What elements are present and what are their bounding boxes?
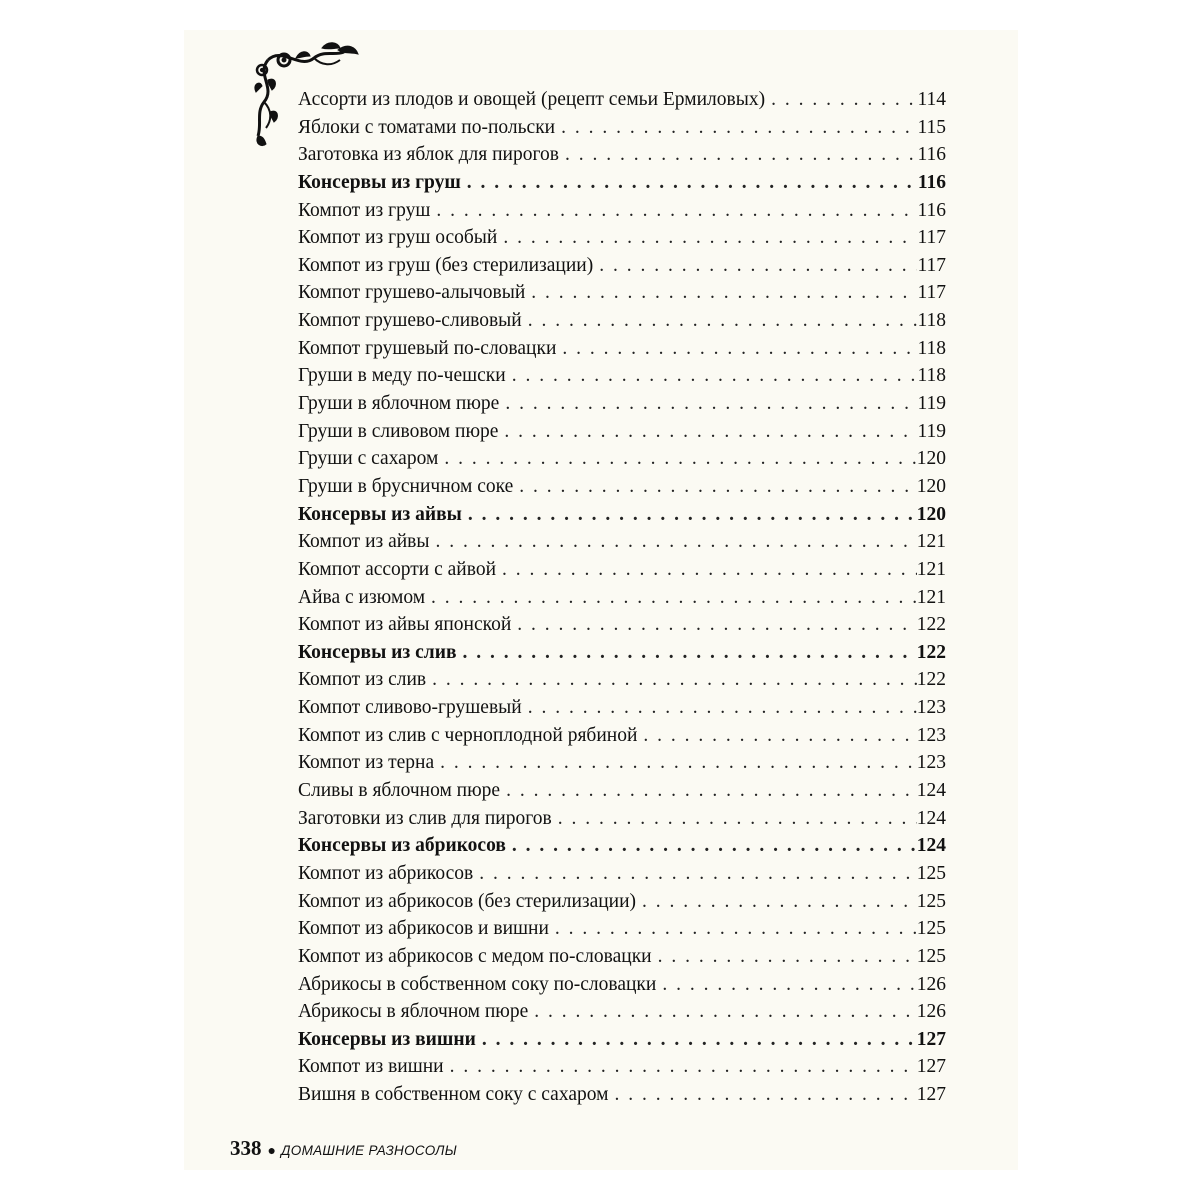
toc-entry-title: Компот из терна — [298, 752, 435, 774]
toc-entry-page: 117 — [917, 282, 946, 304]
toc-entry-title: Компот из абрикосов — [298, 862, 474, 884]
toc-entry — [298, 473, 946, 501]
dot-leader — [502, 556, 917, 584]
toc-entry-title: Заготовки из слив для пирогов — [298, 807, 552, 829]
table-of-contents — [298, 86, 946, 1109]
dot-leader — [561, 114, 917, 142]
toc-entry — [298, 1081, 946, 1109]
toc-entry-page: 124 — [916, 835, 946, 857]
toc-entry-title: Абрикосы в яблочном пюре — [298, 1001, 529, 1023]
toc-entry-title: Груши в меду по-чешски — [298, 365, 506, 387]
toc-entry — [298, 860, 946, 888]
dot-leader — [463, 639, 917, 667]
dot-leader — [517, 611, 916, 639]
toc-entry-page: 122 — [916, 641, 946, 663]
toc-entry-page: 118 — [917, 365, 946, 387]
toc-entry-title: Заготовка из яблок для пирогов — [298, 144, 559, 166]
running-title: ДОМАШНИЕ РАЗНОСОЛЫ — [280, 1143, 457, 1158]
dot-leader — [431, 584, 917, 612]
dot-leader — [565, 141, 918, 169]
toc-entry-title: Абрикосы в собственном соку по-словацки — [298, 973, 657, 995]
toc-entry — [298, 114, 946, 142]
toc-entry-title: Груши с сахаром — [298, 448, 439, 470]
toc-entry — [298, 888, 946, 916]
dot-leader — [771, 86, 917, 114]
dot-leader — [467, 169, 918, 197]
toc-entry-title: Айва с изюмом — [298, 586, 426, 608]
toc-entry — [298, 722, 946, 750]
dot-leader — [436, 197, 917, 225]
toc-entry-page: 121 — [916, 558, 946, 580]
toc-entry-title: Компот из слив с черноплодной рябиной — [298, 724, 638, 746]
dot-leader — [512, 362, 918, 390]
toc-section-heading — [298, 1026, 946, 1054]
dot-leader — [555, 915, 917, 943]
toc-entry-page: 115 — [917, 116, 946, 138]
dot-leader — [468, 501, 917, 529]
toc-entry — [298, 335, 946, 363]
toc-entry — [298, 611, 946, 639]
toc-entry-title: Консервы из вишни — [298, 1028, 476, 1050]
toc-entry — [298, 694, 946, 722]
toc-entry-title: Сливы в яблочном пюре — [298, 780, 501, 802]
dot-leader — [432, 666, 917, 694]
toc-entry-title: Компот из айвы — [298, 531, 430, 553]
toc-section-heading — [298, 832, 946, 860]
dot-leader — [504, 418, 917, 446]
toc-entry-title: Вишня в собственном соку с сахаром — [298, 1084, 609, 1106]
toc-entry-page: 127 — [916, 1056, 946, 1078]
toc-entry-title: Компот из груш (без стерилизации) — [298, 254, 594, 276]
toc-entry-title: Консервы из абрикосов — [298, 835, 506, 857]
toc-entry-page: 125 — [916, 945, 946, 967]
toc-entry — [298, 1053, 946, 1081]
toc-entry-page: 119 — [917, 420, 946, 442]
toc-entry-title: Ассорти из плодов и овощей (рецепт семьи Ермиловых) — [298, 89, 766, 110]
toc-entry-title: Компот из абрикосов и вишни — [298, 918, 549, 940]
toc-section-heading — [298, 639, 946, 667]
toc-entry-title: Компот из слив — [298, 669, 427, 691]
toc-entry-page: 126 — [916, 1001, 946, 1023]
dot-leader — [450, 1053, 917, 1081]
toc-entry — [298, 307, 946, 335]
toc-entry-page: 114 — [917, 89, 946, 110]
toc-entry-title: Компот из айвы японской — [298, 614, 512, 636]
toc-entry — [298, 224, 946, 252]
toc-entry-title: Груши в яблочном пюре — [298, 393, 500, 415]
toc-entry — [298, 998, 946, 1026]
toc-entry-page: 116 — [917, 171, 946, 193]
toc-entry-page: 123 — [916, 752, 946, 774]
toc-section-heading — [298, 501, 946, 529]
toc-entry-page: 125 — [916, 890, 946, 912]
toc-entry — [298, 86, 946, 114]
toc-entry-title: Компот из груш особый — [298, 227, 498, 249]
toc-section-heading — [298, 169, 946, 197]
dot-leader — [506, 777, 917, 805]
dot-leader — [512, 832, 917, 860]
toc-entry — [298, 777, 946, 805]
toc-entry-title: Компот грушевый по-словацки — [298, 337, 557, 359]
toc-entry — [298, 528, 946, 556]
toc-entry-page: 120 — [916, 503, 946, 525]
toc-entry — [298, 252, 946, 280]
toc-entry — [298, 197, 946, 225]
dot-leader — [531, 279, 917, 307]
page-footer — [230, 1136, 457, 1161]
toc-entry-page: 122 — [916, 614, 946, 636]
toc-entry-page: 127 — [916, 1028, 946, 1050]
toc-entry-title: Консервы из груш — [298, 171, 461, 193]
toc-entry-title: Компот из груш — [298, 199, 431, 221]
toc-entry — [298, 445, 946, 473]
toc-entry-title: Консервы из слив — [298, 641, 457, 663]
toc-entry-title: Яблоки с томатами по-польски — [298, 116, 556, 138]
toc-entry-page: 126 — [916, 973, 946, 995]
toc-entry-page: 124 — [916, 780, 946, 802]
dot-leader — [528, 307, 918, 335]
dot-leader — [614, 1081, 916, 1109]
toc-entry-title: Компот из абрикосов с медом по-словацки — [298, 945, 652, 967]
toc-entry-page: 119 — [917, 393, 946, 415]
dot-leader — [482, 1026, 917, 1054]
toc-entry-page: 118 — [917, 310, 946, 332]
toc-entry-title: Компот из вишни — [298, 1056, 444, 1078]
toc-entry-title: Компот грушево-алычовый — [298, 282, 526, 304]
dot-leader — [444, 445, 916, 473]
dot-leader — [503, 224, 917, 252]
toc-entry — [298, 141, 946, 169]
dot-leader — [519, 473, 916, 501]
toc-entry — [298, 418, 946, 446]
toc-entry-title: Груши в сливовом пюре — [298, 420, 499, 442]
toc-entry — [298, 666, 946, 694]
dot-leader — [642, 888, 917, 916]
toc-entry-page: 116 — [917, 144, 946, 166]
dot-leader — [440, 749, 917, 777]
toc-entry-page: 124 — [916, 807, 946, 829]
toc-entry — [298, 971, 946, 999]
toc-entry-page: 123 — [916, 697, 946, 719]
toc-entry — [298, 805, 946, 833]
dot-leader — [558, 805, 917, 833]
toc-entry-page: 122 — [916, 669, 946, 691]
toc-entry — [298, 279, 946, 307]
dot-leader — [505, 390, 917, 418]
dot-leader — [662, 971, 916, 999]
toc-entry-title: Компот из абрикосов (без стерилизации) — [298, 890, 637, 912]
toc-entry-page: 120 — [916, 448, 946, 470]
dot-leader — [528, 694, 917, 722]
toc-entry — [298, 584, 946, 612]
toc-entry-page: 116 — [917, 199, 946, 221]
page-number: 338 — [230, 1136, 262, 1160]
dot-leader — [599, 252, 917, 280]
dot-leader — [643, 722, 916, 750]
toc-entry — [298, 362, 946, 390]
toc-entry-page: 123 — [916, 724, 946, 746]
toc-entry-title: Консервы из айвы — [298, 503, 462, 525]
toc-entry-title: Компот грушево-сливовый — [298, 310, 522, 332]
toc-entry — [298, 943, 946, 971]
dot-leader — [479, 860, 917, 888]
bullet-icon: ● — [267, 1144, 276, 1159]
toc-entry-page: 117 — [917, 254, 946, 276]
toc-entry-title: Компот ассорти с айвой — [298, 558, 496, 580]
toc-entry-title: Груши в брусничном соке — [298, 475, 514, 497]
toc-entry — [298, 749, 946, 777]
toc-entry-page: 117 — [917, 227, 946, 249]
toc-entry-page: 121 — [916, 531, 946, 553]
dot-leader — [562, 335, 917, 363]
toc-entry — [298, 915, 946, 943]
toc-entry-page: 118 — [917, 337, 946, 359]
toc-entry-page: 120 — [916, 475, 946, 497]
dot-leader — [658, 943, 917, 971]
dot-leader — [534, 998, 916, 1026]
toc-entry — [298, 556, 946, 584]
toc-entry-page: 121 — [916, 586, 946, 608]
dot-leader — [436, 528, 917, 556]
toc-entry-page: 125 — [916, 862, 946, 884]
toc-entry — [298, 390, 946, 418]
toc-entry-title: Компот сливово-грушевый — [298, 697, 522, 719]
toc-entry-page: 127 — [916, 1084, 946, 1106]
toc-entry-page: 125 — [916, 918, 946, 940]
